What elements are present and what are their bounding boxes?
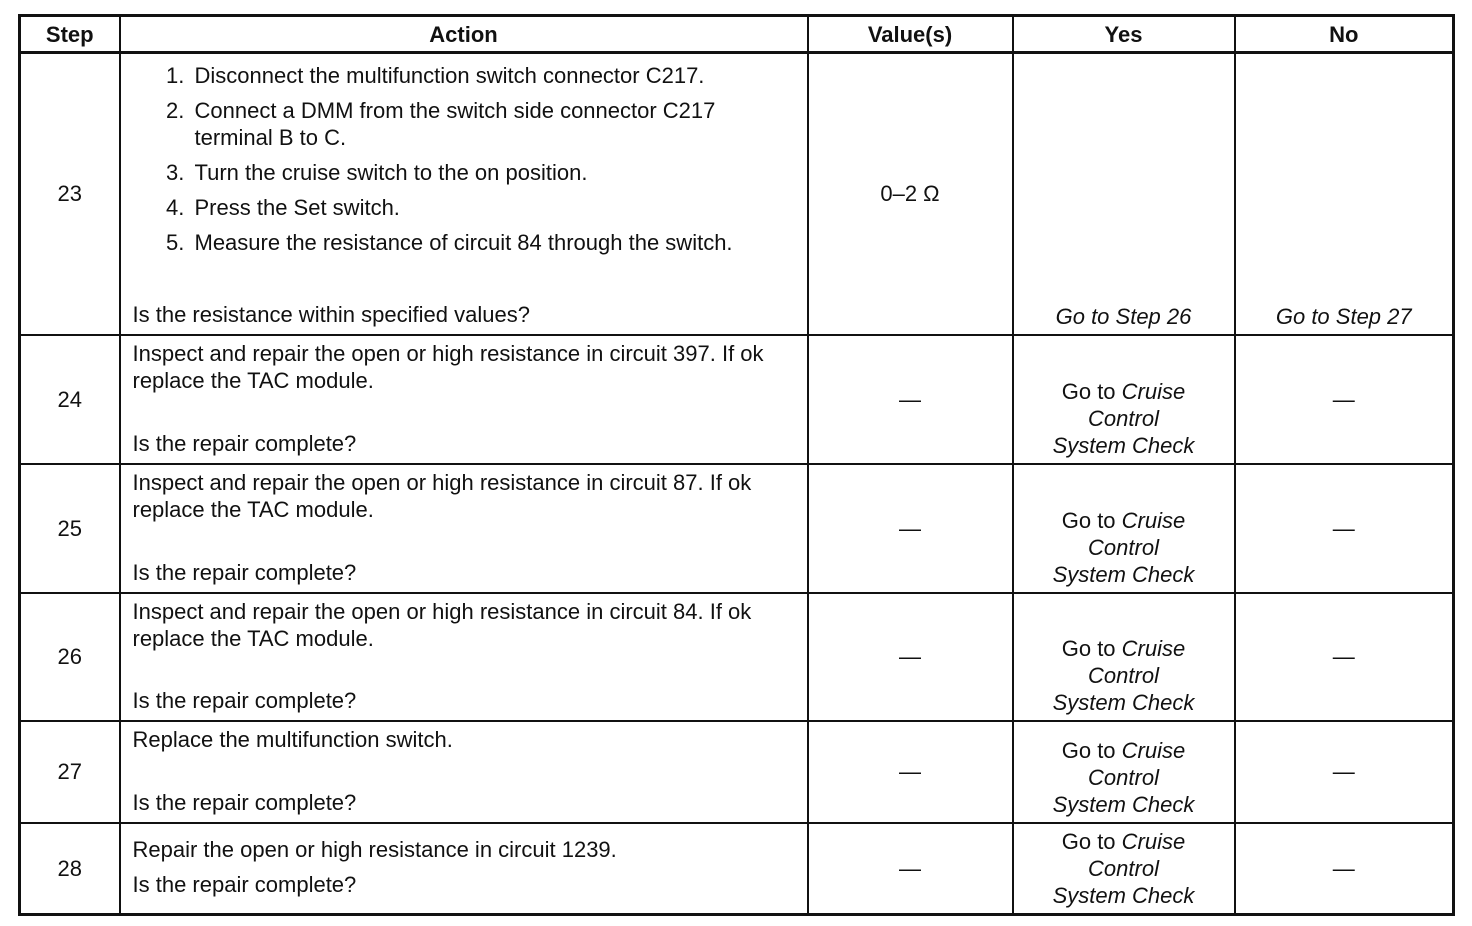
yes-link-system-check[interactable]: System Check <box>1052 561 1195 587</box>
no-link[interactable]: Go to Step 27 <box>1275 303 1412 329</box>
yes-link-system-check[interactable]: System Check <box>1052 432 1195 458</box>
no-cell <box>1235 464 1454 593</box>
no-cell <box>1235 53 1454 335</box>
yes-link-control[interactable]: Control <box>1088 855 1159 881</box>
header-yes: Yes <box>1013 16 1235 53</box>
header-row <box>20 16 1454 53</box>
yes-cell <box>1013 593 1235 721</box>
yes-prefix: Go to <box>1061 635 1116 661</box>
action-text: Repair the open or high resistance in circuit 1239. <box>132 837 617 863</box>
step-number: 23 <box>20 53 120 335</box>
step-number: 24 <box>20 335 120 464</box>
value-cell <box>808 464 1013 593</box>
table-row <box>20 53 1454 335</box>
yes-link-control[interactable]: Control <box>1088 405 1159 431</box>
yes-link-cruise[interactable]: Cruise <box>1121 378 1186 404</box>
no-cell <box>1235 823 1454 915</box>
header-no: No <box>1235 16 1454 53</box>
action-text: Inspect and repair the open or high resistance in circuit 84. If ok replace the TAC module. <box>132 598 752 651</box>
table-row <box>20 721 1454 823</box>
action-step: 1. Disconnect the multifunction switch connector C217. <box>191 62 797 89</box>
action-question: Is the repair complete? <box>132 430 357 456</box>
value-cell <box>808 593 1013 721</box>
step-number: 27 <box>20 721 120 823</box>
diagnostic-table <box>18 14 1455 916</box>
dash-placeholder: — <box>1332 386 1355 412</box>
yes-prefix: Go to <box>1061 378 1116 404</box>
table-row <box>20 335 1454 464</box>
action-cell <box>120 593 808 721</box>
dash-placeholder: — <box>899 759 921 784</box>
yes-link-system-check[interactable]: System Check <box>1052 791 1195 817</box>
dash-placeholder: — <box>899 644 921 669</box>
action-cell <box>120 464 808 593</box>
dash-placeholder: — <box>899 515 921 541</box>
action-step: 4. Press the Set switch. <box>191 194 797 221</box>
no-cell <box>1235 593 1454 721</box>
step-number: 25 <box>20 464 120 593</box>
action-question: Is the repair complete? <box>132 559 357 585</box>
dash-placeholder: — <box>1332 515 1355 541</box>
header-values: Value(s) <box>808 16 1013 53</box>
table-row <box>20 593 1454 721</box>
yes-cell <box>1013 464 1235 593</box>
yes-prefix: Go to <box>1061 737 1116 763</box>
action-step: 5. Measure the resistance of circuit 84 through the switch. <box>191 229 797 256</box>
no-cell <box>1235 335 1454 464</box>
step-number: 26 <box>20 593 120 721</box>
value-cell: 0–2 Ω <box>808 53 1013 335</box>
dash-placeholder: — <box>899 855 921 881</box>
yes-cell <box>1013 335 1235 464</box>
yes-link-control[interactable]: Control <box>1088 662 1159 688</box>
yes-link-system-check[interactable]: System Check <box>1052 882 1195 908</box>
action-question: Is the repair complete? <box>132 789 357 815</box>
yes-cell <box>1013 721 1235 823</box>
action-cell <box>120 823 808 915</box>
action-text: Replace the multifunction switch. <box>132 726 453 752</box>
yes-link[interactable]: Go to Step 26 <box>1055 303 1192 329</box>
yes-link-cruise[interactable]: Cruise <box>1121 828 1186 854</box>
action-question: Is the resistance within specified values? <box>132 301 530 327</box>
table-row <box>20 464 1454 593</box>
action-text: Inspect and repair the open or high resistance in circuit 397. If ok replace the TAC module. <box>132 340 764 393</box>
no-cell <box>1235 721 1454 823</box>
dash-placeholder: — <box>899 386 921 412</box>
action-cell <box>120 335 808 464</box>
action-text: Inspect and repair the open or high resistance in circuit 87. If ok replace the TAC module. <box>132 469 752 522</box>
yes-link-cruise[interactable]: Cruise <box>1121 635 1186 661</box>
action-question: Is the repair complete? <box>132 687 357 713</box>
value-cell <box>808 823 1013 915</box>
yes-cell <box>1013 823 1235 915</box>
action-cell <box>120 53 808 335</box>
action-steps-list <box>133 62 797 262</box>
value-cell <box>808 721 1013 823</box>
yes-cell <box>1013 53 1235 335</box>
dash-placeholder: — <box>1332 855 1355 881</box>
action-question: Is the repair complete? <box>132 872 357 898</box>
yes-prefix: Go to <box>1061 507 1116 533</box>
yes-prefix: Go to <box>1061 828 1116 854</box>
value-cell <box>808 335 1013 464</box>
table-row <box>20 823 1454 915</box>
action-step: 2. Connect a DMM from the switch side connector C217 terminal B to C. <box>191 97 797 151</box>
step-number: 28 <box>20 823 120 915</box>
yes-link-control[interactable]: Control <box>1088 534 1159 560</box>
action-step: 3. Turn the cruise switch to the on position. <box>191 159 797 186</box>
dash-placeholder: — <box>1332 644 1355 669</box>
yes-link-control[interactable]: Control <box>1088 764 1159 790</box>
header-step: Step <box>20 16 120 53</box>
yes-link-cruise[interactable]: Cruise <box>1121 737 1186 763</box>
dash-placeholder: — <box>1332 759 1355 784</box>
header-action: Action <box>120 16 808 53</box>
action-cell <box>120 721 808 823</box>
yes-link-system-check[interactable]: System Check <box>1052 689 1195 715</box>
yes-link-cruise[interactable]: Cruise <box>1121 507 1186 533</box>
